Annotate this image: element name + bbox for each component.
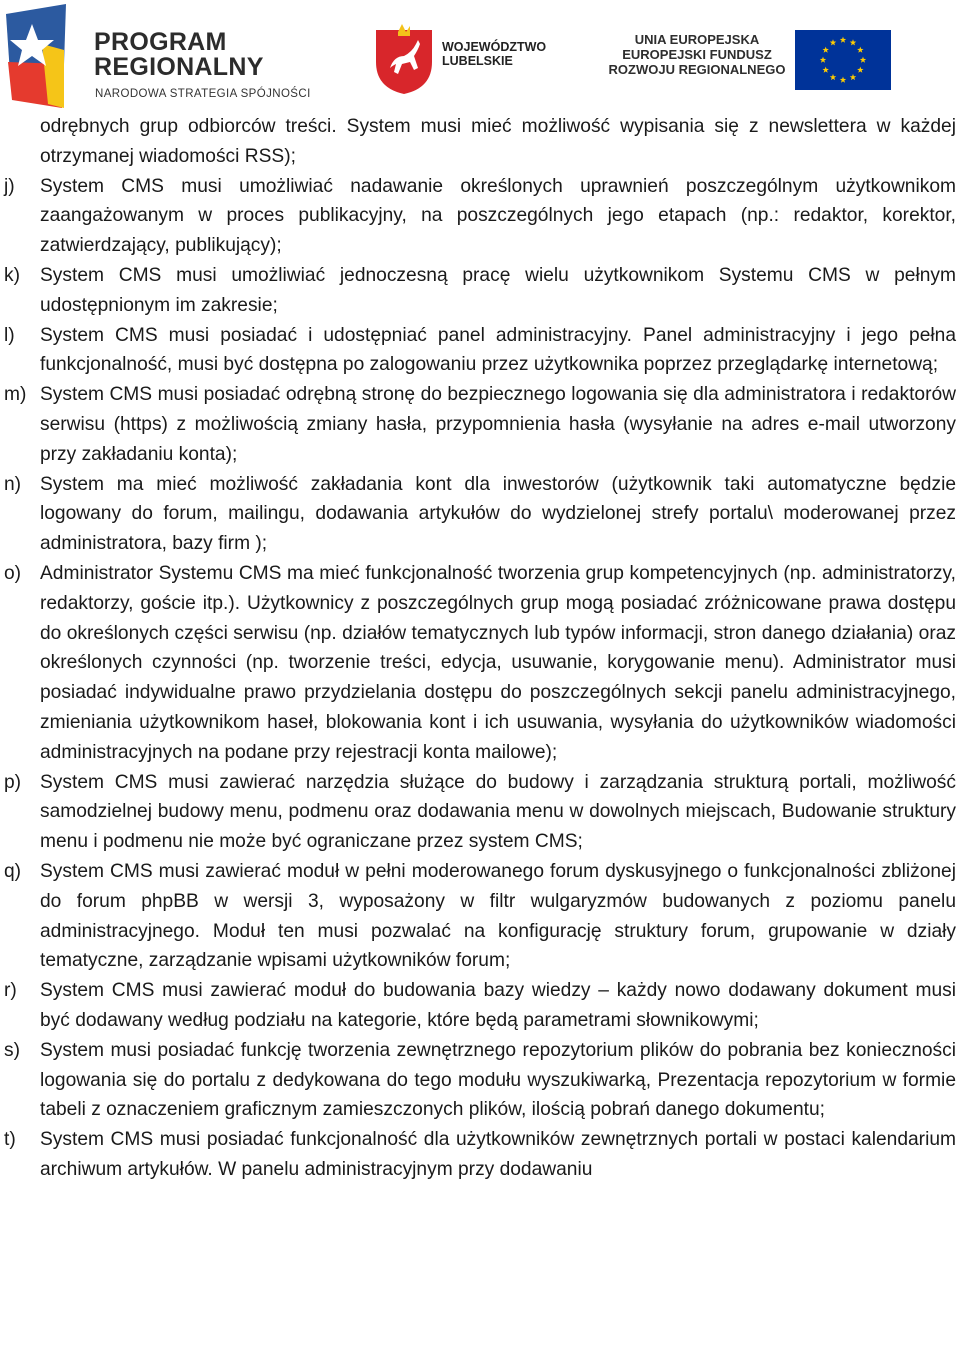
program-title-line2: REGIONALNY xyxy=(94,53,264,81)
list-item xyxy=(0,976,960,1036)
list-item-label: t) xyxy=(4,1129,16,1151)
list-item-text: System CMS musi posiadać odrębną stronę do bezpiecznego logowania się dla administratora i redaktorów serwisu (https) z możliwością zmiany hasła, przypomnienia hasła (wysyłanie na adres e-mail utworzony przy zakładaniu konta); xyxy=(40,384,956,465)
list-item xyxy=(0,321,960,381)
list-item xyxy=(0,470,960,559)
list-item-label: j) xyxy=(4,175,15,197)
program-regionalny-logo xyxy=(2,4,332,108)
list-item-label: k) xyxy=(4,264,20,286)
list-item xyxy=(0,172,960,261)
eu-fund-logo xyxy=(600,30,940,90)
list-item xyxy=(0,1036,960,1125)
program-subtitle: NARODOWA STRATEGIA SPÓJNOŚCI xyxy=(95,88,311,100)
list-item-text: System CMS musi zawierać moduł w pełni moderowanego forum dyskusyjnego o funkcjonalności zbliżonej do forum phpBB w wersji 3, wyposażony w filtr wulgaryzmów budowanych z poziomu panelu administracyjnego. Moduł ten musi pozwalać na konfigurację struktury forum, grupowanie w działy tematyczne, zarządzanie wpisami użytkowników forum; xyxy=(40,860,956,972)
list-item-text: System CMS musi posiadać i udostępniać panel administracyjny. Panel administracyjny i jego pełna funkcjonalność, musi być dostępna po zalogowaniu przez użytkownika poprzez przeglądarkę internetową; xyxy=(40,324,956,376)
list-item-text: System CMS musi umożliwiać nadawanie określonych uprawnień poszczególnym użytkownikom zaangażowanym w proces publikacyjny, na poszczególnych jego etapach (np.: redaktor, korektor, zatwierdzający, publikujący); xyxy=(40,175,956,257)
list-item-text: System CMS musi zawierać narzędzia służące do budowy i zarządzania strukturą portali, możliwość samodzielnej budowy menu, podmenu oraz dodawania menu w dowolnych miejscach, Budowanie struktury menu i podmenu nie może być ograniczane przez system CMS; xyxy=(40,771,956,853)
program-title-line1: PROGRAM xyxy=(94,28,227,56)
coat-of-arms-icon xyxy=(372,22,436,96)
wojewodztwo-lubelskie-logo xyxy=(372,22,572,96)
list-item-label: r) xyxy=(4,980,17,1002)
list-item-text: System CMS musi posiadać funkcjonalność dla użytkowników zewnętrznych portali w postaci kalendarium archiwum artykułów. W panelu administracyjnym przy dodawaniu xyxy=(40,1129,956,1180)
list-item-label: q) xyxy=(4,860,22,882)
eu-line3: ROZWOJU REGIONALNEGO xyxy=(608,62,786,77)
eu-flag-icon xyxy=(795,30,891,90)
list-item xyxy=(0,261,960,321)
list-item-label: p) xyxy=(4,771,22,793)
list-item-label: l) xyxy=(4,324,15,346)
list-item-text: System musi posiadać funkcję tworzenia zewnętrznego repozytorium plików do pobrania bez konieczności logowania się do portalu z dedykowana do tego modułu wyszukiwarką, Prezentacja repozytorium w formie tabeli z oznaczeniem graficznym zamieszczonych plików, ilością pobrań danego dokumentu; xyxy=(40,1039,956,1121)
page-header xyxy=(0,0,960,112)
list-item xyxy=(0,1125,960,1185)
list-item xyxy=(0,380,960,469)
list-item-text: Administrator Systemu CMS ma mieć funkcjonalność tworzenia grup kompetencyjnych (np. administratorzy, redaktorzy, goście itp.). Użytkownicy z poszczególnych grup mogą posiadać zróżnicowane prawa dostępu do określonych części serwisu (np. działów tematycznych lub typów informacji, stron danego działania) oraz określonych czynności (np. tworzenie treści, edycja, usuwanie, korygowanie menu). Administrator musi posiadać indywidualne prawo przydzielania dostępu do poszczególnych sekcji panelu administracyjnego, zmieniania użytkownikom haseł, blokowania kont i ich usuwania, wysyłania do użytkowników wiadomości administracyjnych na podane przy rejestracji konta mailowe); xyxy=(40,562,956,763)
document-body xyxy=(0,112,960,1185)
intro-paragraph: odrębnych grup odbiorców treści. System musi mieć możliwość wypisania się z newslettera w każdej otrzymanej wiadomości RSS); xyxy=(40,116,956,167)
list-item-text: System CMS musi zawierać moduł do budowania bazy wiedzy – każdy nowo dodawany dokument musi być dodawany według podziału na kategorie, które będą parametrami słownikowymi; xyxy=(40,980,956,1031)
program-star-icon xyxy=(2,4,90,108)
wojewodztwo-line1: WOJEWÓDZTWO xyxy=(442,40,547,54)
list-item xyxy=(0,857,960,976)
list-item-text: System CMS musi umożliwiać jednoczesną pracę wielu użytkownikom Systemu CMS w pełnym udostępnionym im zakresie; xyxy=(40,264,956,316)
requirements-list xyxy=(0,172,960,1185)
list-item xyxy=(0,768,960,857)
eu-line1: UNIA EUROPEJSKA xyxy=(634,32,760,47)
list-item-label: s) xyxy=(4,1039,20,1061)
list-item xyxy=(0,559,960,768)
list-item-text: System ma mieć możliwość zakładania kont dla inwestorów (użytkownik taki automatyczne będzie logowany do forum, mailingu, dodawania artykułów do wydzielonej strefy portalu\ moderowanej przez administratora, bazy firm ); xyxy=(40,473,956,555)
list-item-label: n) xyxy=(4,473,22,495)
eu-line2: EUROPEJSKI FUNDUSZ xyxy=(622,47,772,62)
list-item-label: o) xyxy=(4,562,22,584)
wojewodztwo-line2: LUBELSKIE xyxy=(442,54,513,68)
list-item-label: m) xyxy=(4,384,27,406)
